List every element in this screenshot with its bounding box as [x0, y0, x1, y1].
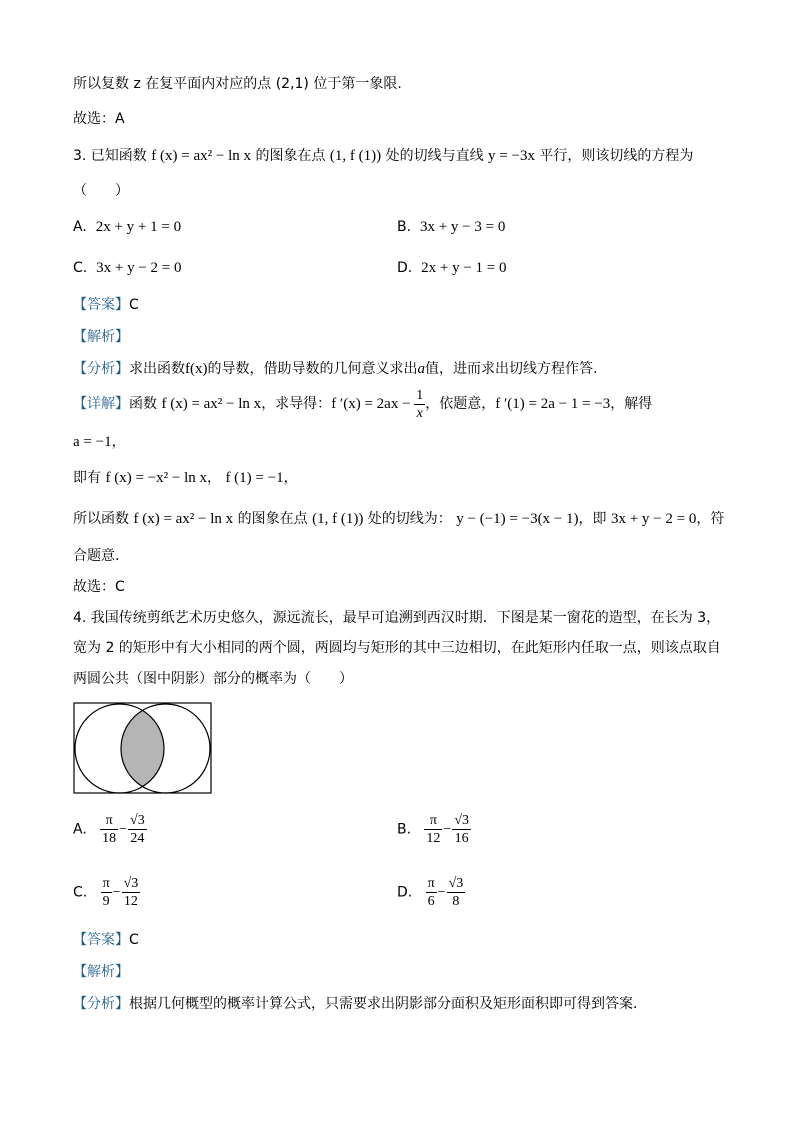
q4-option-c — [73, 875, 140, 910]
analysis-4-heading — [73, 962, 129, 982]
question-3-paren: （ ） — [73, 183, 129, 199]
fenxi-text-b: 的导数，借助导数的几何意义求出 — [207, 361, 418, 377]
jiyou-func: f (x) = −x² − ln x — [105, 470, 207, 486]
q3-mid2: 处的切线与直线 — [381, 148, 489, 164]
suoyi-line — [73, 509, 724, 529]
fenxi-tag: 【分析】 — [73, 361, 129, 377]
fraction-denominator: x — [416, 405, 423, 421]
fenxi-3 — [73, 359, 597, 379]
text-line-answer-prev: 故选：A — [73, 111, 125, 127]
answer-tag: 【答案】 — [73, 932, 129, 948]
suoyi-text-d: ，即 — [578, 511, 611, 527]
xiangjie-text-c: ，依题意， — [425, 396, 496, 412]
jiyou-line — [73, 468, 298, 488]
sqrt-fraction — [452, 812, 471, 847]
q3-function: f (x) = ax² − ln x — [151, 148, 251, 164]
a-value: a = −1 — [73, 434, 112, 450]
q4-option-b — [397, 812, 471, 847]
answer-tag: 【答案】 — [73, 297, 129, 313]
xiangjie-text-d: ，解得 — [610, 396, 653, 412]
xiangjie-text-a: 函数 — [129, 396, 162, 412]
q3-option-c — [73, 258, 182, 278]
xiangjie-deriv: f ′(x) = 2ax − — [331, 396, 415, 412]
q4-option-d — [397, 875, 465, 910]
q3-mid: 的图象在点 — [251, 148, 330, 164]
xiangjie-3-result — [73, 432, 126, 452]
hetiyi-line: 合题意. — [73, 548, 120, 564]
q3-option-b — [397, 217, 505, 237]
option-text: 2x + y + 1 = 0 — [95, 219, 182, 235]
suoyi-point: (1, f (1)) — [312, 511, 364, 527]
option-text: 3x + y − 2 = 0 — [96, 260, 182, 276]
numerator: √3 — [448, 876, 464, 891]
minus-sign: − — [437, 884, 446, 900]
q3-prefix: 3. 已知函数 — [73, 148, 152, 164]
option-label: C. — [73, 884, 88, 901]
fraction-numerator: 1 — [416, 387, 424, 403]
answer-choice-3: 故选：C — [73, 579, 125, 595]
denominator: 18 — [102, 831, 117, 846]
denominator: 12 — [123, 894, 138, 909]
pi-fraction — [101, 875, 112, 910]
rectangle-circles-svg — [73, 702, 213, 794]
question-3-stem — [73, 146, 693, 166]
denominator: 24 — [130, 831, 145, 846]
xiangjie-func: f (x) = ax² − ln x — [161, 396, 262, 412]
denominator: 9 — [102, 894, 110, 909]
fenxi-text-a: 求出函数 — [129, 361, 185, 377]
numerator: π — [427, 876, 435, 891]
xiangjie-3 — [73, 386, 652, 422]
jiyou-text-a: 即有 — [73, 470, 106, 486]
suoyi-text-a: 所以函数 — [73, 511, 134, 527]
analysis-tag: 【解析】 — [73, 964, 129, 980]
analysis-tag: 【解析】 — [73, 329, 129, 345]
option-text: 2x + y − 1 = 0 — [421, 260, 507, 276]
question-4-line-3: 两圆公共（图中阴影）部分的概率为（ ） — [73, 671, 353, 687]
numerator: π — [100, 812, 118, 830]
suoyi-tangent: y − (−1) = −3(x − 1) — [456, 511, 579, 527]
numerator: √3 — [130, 813, 145, 828]
option-label: A. — [73, 219, 87, 235]
denominator: 8 — [452, 894, 460, 909]
pi-fraction — [424, 812, 442, 847]
derivative-fraction — [414, 387, 425, 422]
sqrt-fraction — [122, 875, 141, 910]
answer-3 — [73, 295, 139, 315]
option-label: B. — [397, 821, 412, 838]
q3-line: y = −3x — [488, 148, 535, 164]
fenxi-fx: f(x) — [185, 361, 208, 377]
option-label: D. — [397, 260, 413, 276]
suoyi-text-c: 处的切线为： — [363, 511, 457, 527]
option-label: C. — [73, 260, 88, 276]
two-circles-figure — [73, 702, 213, 798]
question-4-line-2: 宽为 2 的矩形中有大小相同的两个圆，两圆均与矩形的其中三边相切，在此矩形内任取一点，则该点取自 — [73, 640, 721, 656]
option-label: A. — [73, 821, 87, 838]
answer-4 — [73, 930, 139, 950]
option-label: B. — [397, 219, 412, 235]
q3-option-a — [73, 217, 181, 237]
jiyou-text-b: ， — [206, 470, 226, 486]
denominator: 12 — [426, 831, 441, 846]
numerator: π — [424, 812, 442, 830]
q3-option-d — [397, 258, 507, 278]
fenxi-text-c: 值，进而求出切线方程作答. — [425, 361, 598, 377]
denominator: 16 — [454, 831, 469, 846]
denominator: 6 — [427, 894, 435, 909]
minus-sign: − — [112, 884, 121, 900]
minus-sign: − — [119, 821, 128, 837]
minus-sign: − — [443, 821, 452, 837]
fenxi-a: a — [417, 361, 425, 377]
pi-fraction — [426, 875, 437, 910]
numerator: √3 — [123, 876, 139, 891]
answer-value: C — [129, 932, 139, 948]
fenxi-text: 根据几何概型的概率计算公式，只需要求出阴影部分面积及矩形面积即可得到答案． — [129, 996, 647, 1012]
fenxi-4 — [73, 994, 647, 1014]
jiyou-text-c: ， — [283, 470, 298, 486]
sqrt-fraction — [447, 875, 466, 910]
option-text: 3x + y − 3 = 0 — [419, 219, 506, 235]
option-label: D. — [397, 884, 413, 901]
question-4-line-1: 4. 我国传统剪纸艺术历史悠久，源远流长，最早可追溯到西汉时期．下图是某一窗花的造型，在长为 3， — [73, 610, 721, 626]
xiangjie-text-b: ，求导得： — [261, 396, 332, 412]
suoyi-text-b: 的图象在点 — [233, 511, 313, 527]
suoyi-text-e: ，符 — [696, 511, 725, 527]
pi-fraction — [100, 812, 118, 847]
xiangjie-eq: f ′(1) = 2a − 1 = −3 — [495, 396, 611, 412]
comma: ， — [111, 434, 126, 450]
numerator: π — [102, 876, 110, 891]
q4-option-a — [73, 812, 147, 847]
jiyou-val: f (1) = −1 — [225, 470, 284, 486]
text-line-conclusion: 所以复数 z 在复平面内对应的点 (2,1) 位于第一象限. — [73, 76, 402, 92]
suoyi-eq: 3x + y − 2 = 0 — [610, 511, 697, 527]
q3-suffix: 平行，则该切线的方程为 — [534, 148, 694, 164]
suoyi-func: f (x) = ax² − ln x — [133, 511, 234, 527]
sqrt-fraction — [128, 812, 147, 847]
numerator: √3 — [454, 813, 470, 828]
xiangjie-tag: 【详解】 — [73, 396, 129, 412]
fenxi-tag: 【分析】 — [73, 996, 129, 1012]
answer-value: C — [129, 297, 139, 313]
q3-point: (1, f (1)) — [329, 148, 382, 164]
analysis-3-heading — [73, 327, 129, 347]
